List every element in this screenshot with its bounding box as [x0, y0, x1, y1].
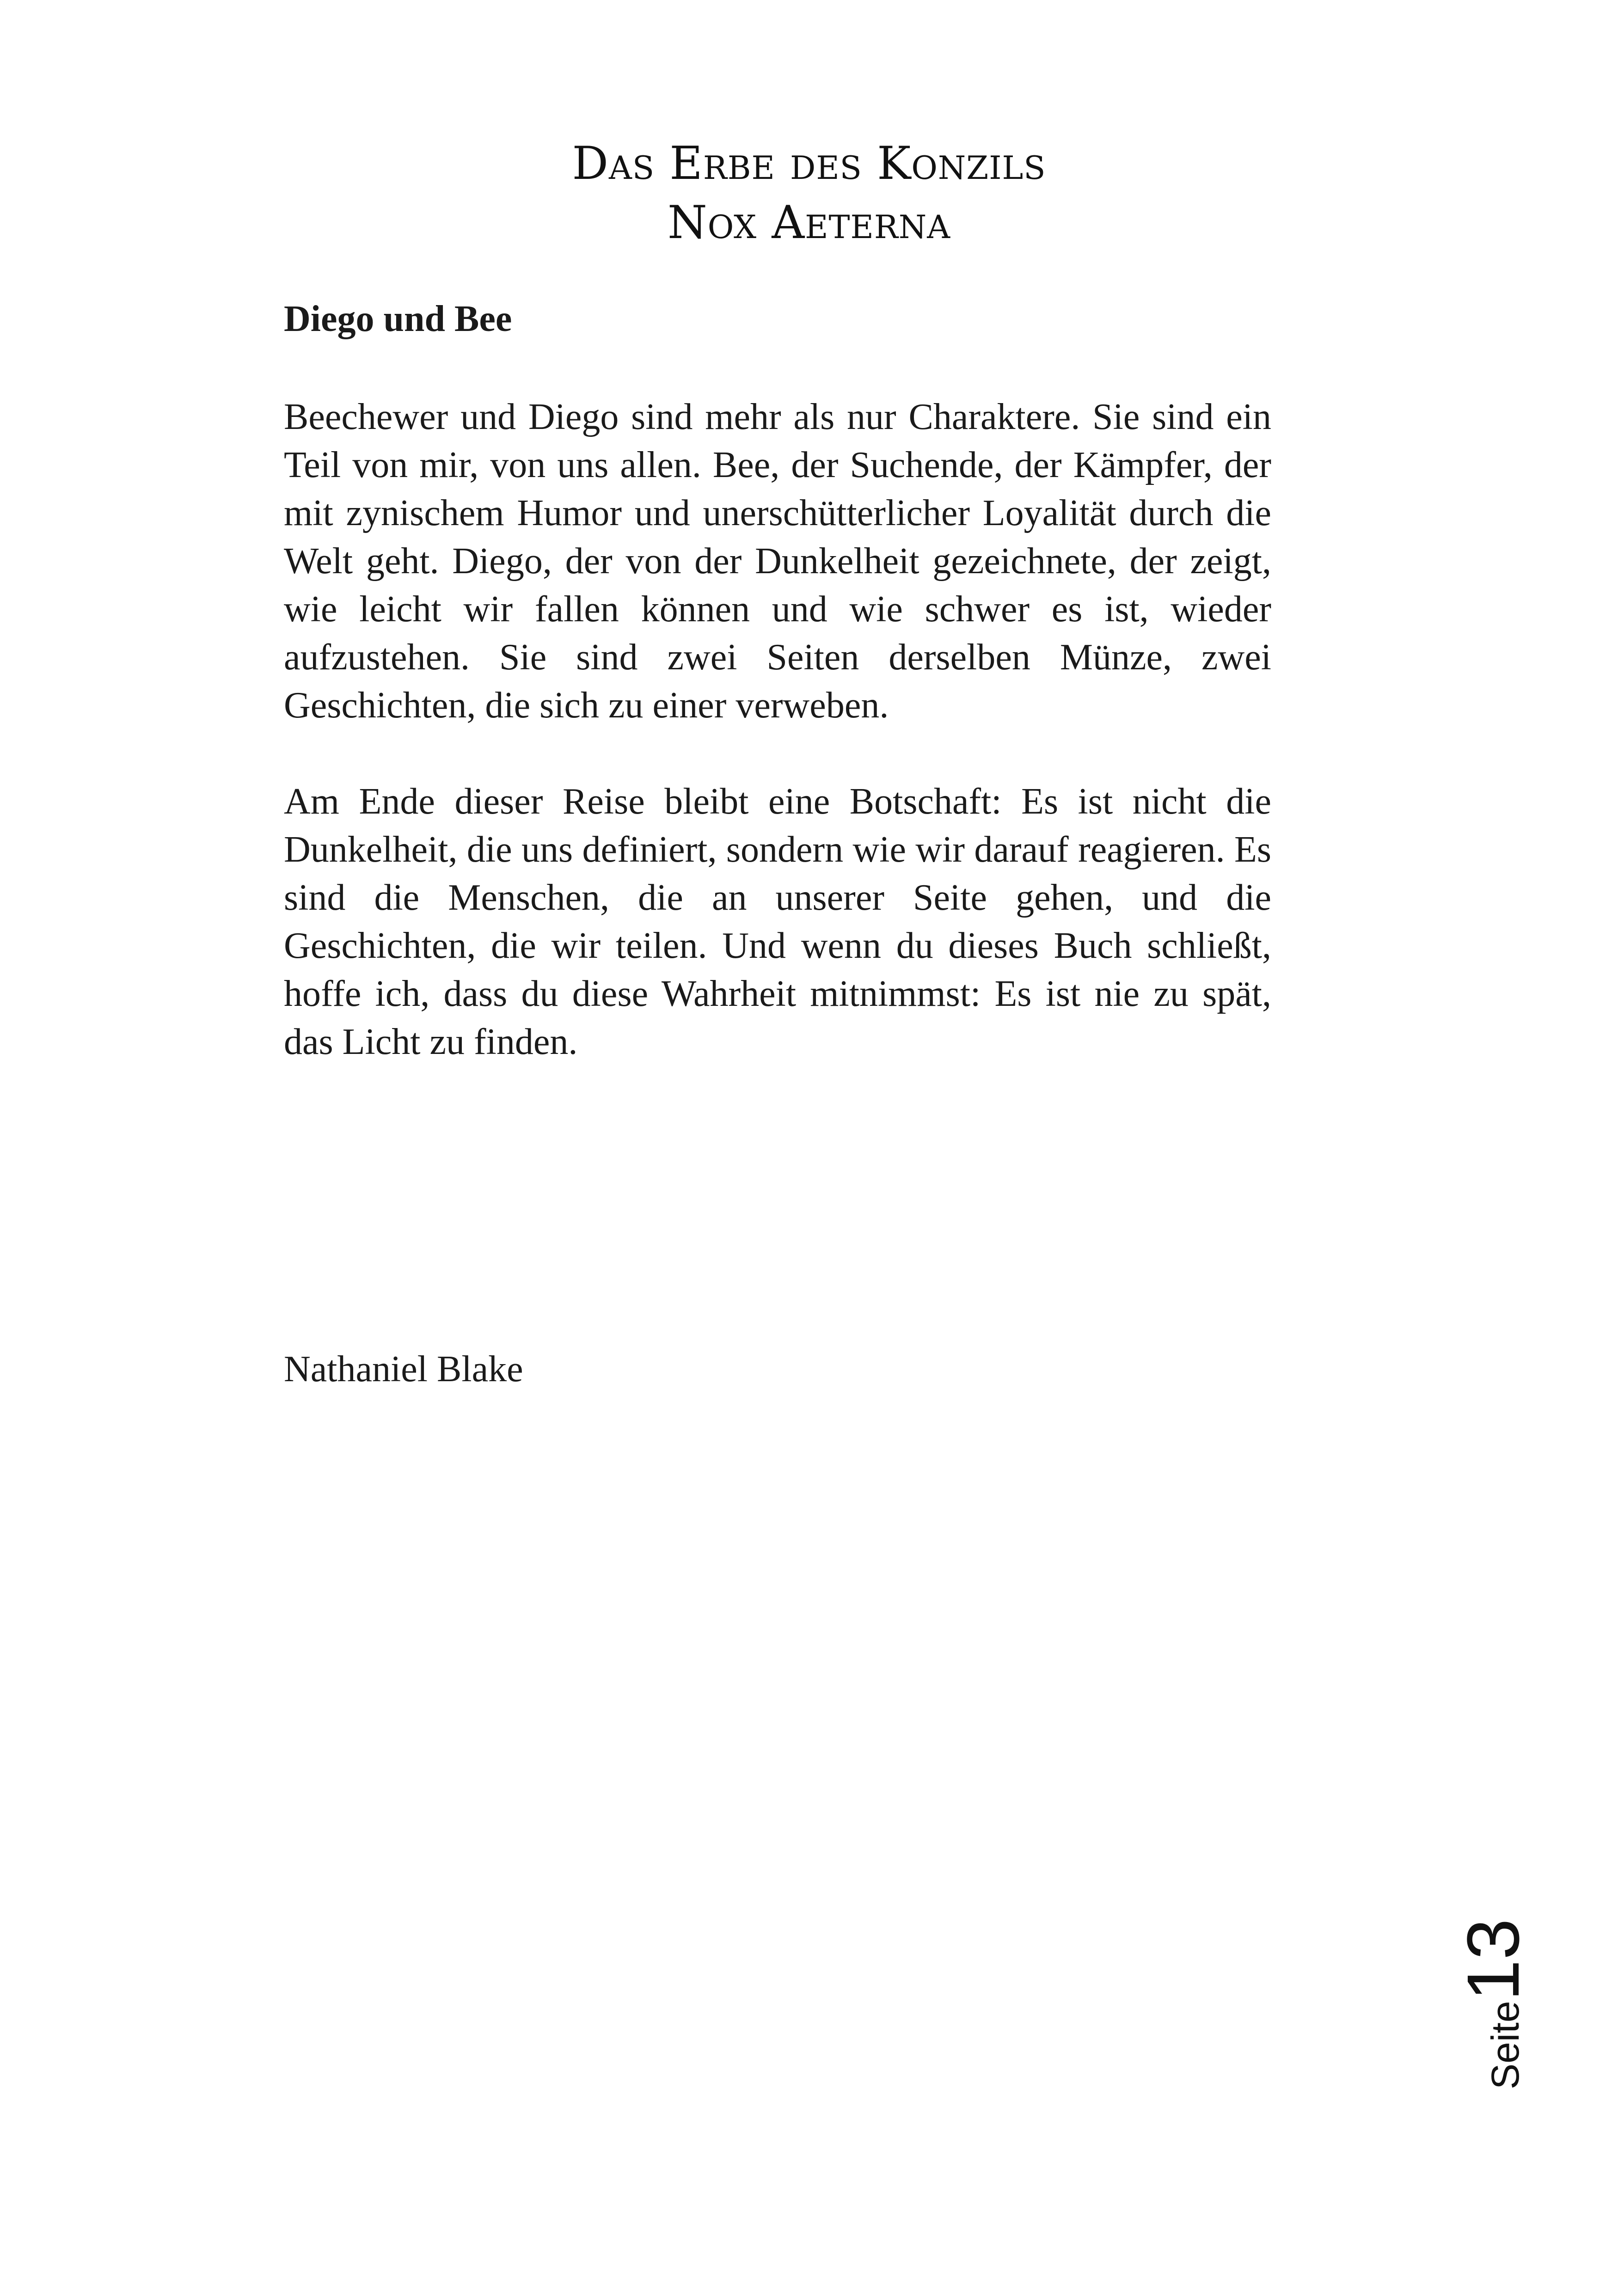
section-heading: Diego und Bee: [284, 299, 512, 339]
paragraph-2: Am Ende dieser Reise bleibt eine Botschaft: Es ist nicht die Dunkelheit, die uns definiert, sondern wie wir darauf reagieren. Es sind die Menschen, die an unserer Seite gehen, und die Geschichten, die wir teilen. Und wenn du dieses Buch schließt, hoffe ich, dass du diese Wahrheit mitnimmst: Es ist nie zu spät, das Licht zu finden.: [284, 781, 1271, 1062]
book-title: Das Erbe des Konzils: [572, 137, 1046, 190]
book-subtitle: Nox Aeterna: [667, 196, 951, 249]
author-signature: Nathaniel Blake: [284, 1349, 523, 1390]
main-content: [284, 296, 1271, 1114]
page-number-value: 13: [1452, 1918, 1534, 2001]
page-header: [0, 134, 1618, 252]
page-label: Seite: [1483, 2001, 1527, 2089]
page-number: [1452, 1918, 1534, 2089]
paragraph-1: Beechewer und Diego sind mehr als nur Charaktere. Sie sind ein Teil von mir, von uns allen. Bee, der Suchende, der Kämpfer, der mit zynischem Humor und unerschütterlicher Loyalität durch die Welt geht. Diego, der von der Dunkelheit gezeichnete, der zeigt, wie leicht wir fallen können und wie schwer es ist, wieder aufzustehen. Sie sind zwei Seiten derselben Münze, zwei Geschichten, die sich zu einer verweben.: [284, 397, 1271, 726]
